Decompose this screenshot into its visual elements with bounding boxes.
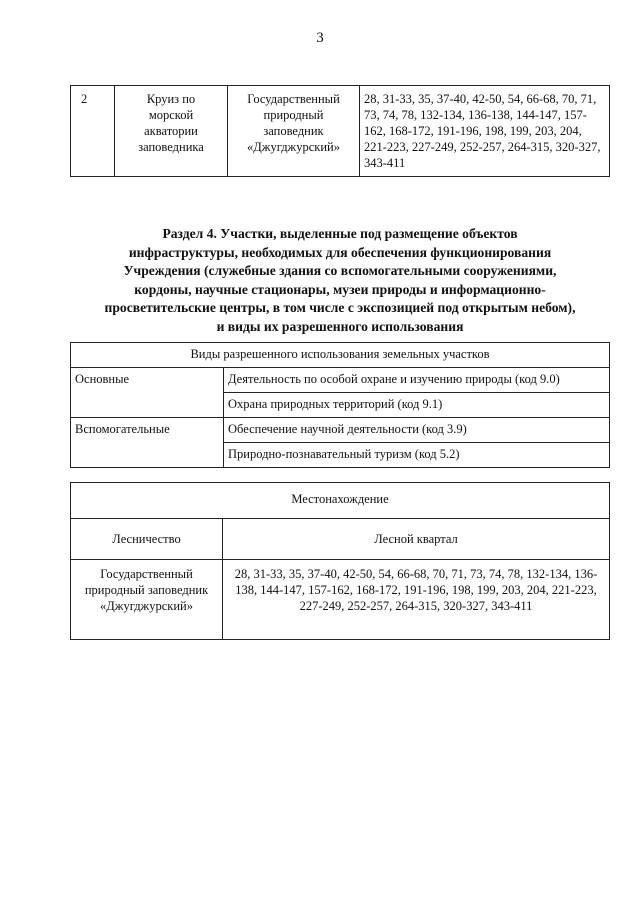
- page-number: 3: [316, 30, 324, 46]
- table-row: [71, 519, 610, 560]
- table-row: [71, 483, 610, 519]
- aux-use-label: Вспомогательные: [71, 418, 224, 468]
- aux-use-item: Обеспечение научной деятельности (код 3.9): [224, 418, 610, 443]
- section-4-heading: Раздел 4. Участки, выделенные под размещение объектов инфраструктуры, необходимых для обеспечения функционирования Учреждения (служебные здания со вспомогательными сооружениями, кордоны, научные стационары, музеи природы и информационно- просветительские центры, в том числе с экспозицией под открытым небом), и виды их разрешенного использования: [104, 226, 576, 334]
- table-row: [71, 560, 610, 640]
- route-number: 2: [71, 86, 115, 177]
- table-row: [71, 86, 610, 177]
- route-table: [70, 85, 610, 177]
- table-row: [71, 418, 610, 443]
- main-use-label: Основные: [71, 368, 224, 418]
- land-use-header: Виды разрешенного использования земельных участков: [71, 343, 610, 368]
- main-use-item: Деятельность по особой охране и изучению природы (код 9.0): [224, 368, 610, 393]
- location-header: Местонахождение: [71, 483, 610, 519]
- aux-use-item: Природно-познавательный туризм (код 5.2): [224, 443, 610, 468]
- forestry-column-header: Лесничество: [71, 519, 223, 560]
- quarter-column-header: Лесной квартал: [223, 519, 610, 560]
- main-use-item: Охрана природных территорий (код 9.1): [224, 393, 610, 418]
- route-name: Круиз по морской акватории заповедника: [115, 86, 228, 177]
- location-table: [70, 482, 610, 640]
- route-quarters: 28, 31-33, 35, 37-40, 42-50, 54, 66-68, 70, 71, 73, 74, 78, 132-134, 136-138, 144-147, 157-162, 168-172, 191-196, 198, 199, 203, 204, 221-223, 227-249, 252-257, 264-315, 320-327, 343-411: [360, 86, 610, 177]
- route-organization: Государственный природный заповедник «Джугджурский»: [228, 86, 360, 177]
- land-use-table: [70, 342, 610, 468]
- location-quarters: 28, 31-33, 35, 37-40, 42-50, 54, 66-68, 70, 71, 73, 74, 78, 132-134, 136-138, 144-147, 157-162, 168-172, 191-196, 198, 199, 203, 204, 221-223, 227-249, 252-257, 264-315, 320-327, 343-411: [223, 560, 610, 640]
- table-row: [71, 368, 610, 393]
- forestry-name: Государственный природный заповедник «Джугджурский»: [71, 560, 223, 640]
- table-row: [71, 343, 610, 368]
